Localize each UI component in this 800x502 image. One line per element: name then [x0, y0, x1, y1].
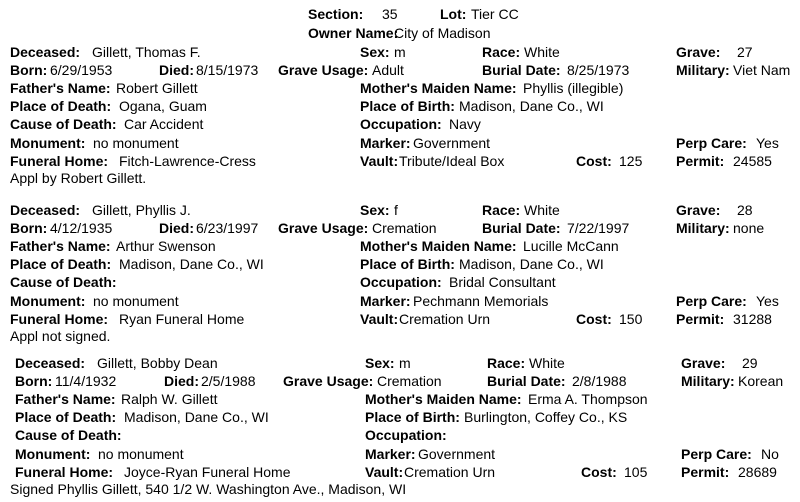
vault-value: Tribute/Ideal Box [399, 153, 505, 169]
place-of-death-value: Madison, Dane Co., WI [119, 256, 264, 272]
marker-value: Pechmann Memorials [413, 293, 549, 309]
died-value: 6/23/1997 [196, 220, 259, 236]
born-value: 11/4/1932 [55, 373, 117, 389]
place-of-birth-value: Burlington, Coffey Co., KS [464, 409, 628, 425]
sex-label: Sex: [365, 355, 395, 371]
monument-label: Monument: [15, 446, 91, 462]
place-of-birth-label: Place of Birth: [360, 98, 455, 114]
vault-label: Vault: [365, 464, 404, 480]
deceased-label: Deceased: [15, 355, 86, 371]
section-label: Section: [308, 6, 364, 22]
grave-usage-label: Grave Usage: [278, 62, 369, 78]
cost-value: 105 [624, 464, 648, 480]
section-value: 35 [382, 6, 398, 22]
father-value: Ralph W. Gillett [121, 391, 218, 407]
military-label: Military: [676, 62, 730, 78]
vault-value: Cremation Urn [399, 311, 491, 327]
race-label: Race: [482, 202, 521, 218]
father-label: Father's Name: [10, 80, 111, 96]
grave-label: Grave: [681, 355, 726, 371]
monument-label: Monument: [10, 135, 86, 151]
burial-date-value: 2/8/1988 [572, 373, 627, 389]
died-label: Died: [159, 220, 194, 236]
place-of-death-label: Place of Death: [10, 98, 112, 114]
military-value: none [733, 220, 765, 236]
place-of-death-value: Madison, Dane Co., WI [124, 409, 269, 425]
place-of-birth-value: Madison, Dane Co., WI [459, 98, 604, 114]
funeral-home-label: Funeral Home: [10, 311, 109, 327]
race-value: White [524, 202, 560, 218]
funeral-home-label: Funeral Home: [10, 153, 109, 169]
born-value: 6/29/1953 [50, 62, 113, 78]
record-note: Signed Phyllis Gillett, 540 1/2 W. Washington Ave., Madison, WI [10, 481, 407, 497]
died-value: 8/15/1973 [196, 62, 259, 78]
perp-care-label: Perp Care: [676, 135, 747, 151]
burial-date-label: Burial Date: [482, 62, 561, 78]
father-label: Father's Name: [15, 391, 116, 407]
monument-value: no monument [93, 293, 179, 309]
occupation-value: Bridal Consultant [449, 274, 556, 290]
race-label: Race: [482, 44, 521, 60]
monument-value: no monument [98, 446, 184, 462]
mother-label: Mother's Maiden Name: [365, 391, 522, 407]
father-value: Arthur Swenson [116, 238, 216, 254]
place-of-death-value: Ogana, Guam [119, 98, 207, 114]
sex-value: f [394, 202, 398, 218]
perp-care-value: Yes [756, 135, 779, 151]
deceased-value: Gillett, Phyllis J. [92, 202, 191, 218]
father-label: Father's Name: [10, 238, 111, 254]
lot-value: Tier CC [471, 6, 519, 22]
deceased-value: Gillett, Thomas F. [92, 44, 201, 60]
died-value: 2/5/1988 [201, 373, 256, 389]
deceased-label: Deceased: [10, 44, 81, 60]
grave-usage-value: Adult [372, 62, 404, 78]
mother-label: Mother's Maiden Name: [360, 238, 517, 254]
permit-label: Permit: [676, 311, 725, 327]
military-value: Korean [738, 373, 784, 389]
grave-usage-label: Grave Usage: [283, 373, 374, 389]
mother-value: Erma A. Thompson [528, 391, 648, 407]
occupation-label: Occupation: [365, 427, 447, 443]
funeral-home-value: Joyce-Ryan Funeral Home [124, 464, 291, 480]
place-of-death-label: Place of Death: [15, 409, 117, 425]
cost-label: Cost: [576, 311, 612, 327]
sex-label: Sex: [360, 202, 390, 218]
lot-label: Lot: [440, 6, 467, 22]
cost-label: Cost: [581, 464, 617, 480]
occupation-label: Occupation: [360, 274, 442, 290]
grave-usage-label: Grave Usage: [278, 220, 369, 236]
marker-label: Marker: [365, 446, 416, 462]
deceased-label: Deceased: [10, 202, 81, 218]
mother-label: Mother's Maiden Name: [360, 80, 517, 96]
race-value: White [529, 355, 565, 371]
burial-date-label: Burial Date: [482, 220, 561, 236]
permit-label: Permit: [676, 153, 725, 169]
race-value: White [524, 44, 560, 60]
perp-care-value: Yes [756, 293, 779, 309]
funeral-home-label: Funeral Home: [15, 464, 114, 480]
grave-label: Grave: [676, 44, 721, 60]
permit-value: 24585 [733, 153, 772, 169]
grave-label: Grave: [676, 202, 721, 218]
sex-value: m [399, 355, 411, 371]
cause-of-death-label: Cause of Death: [10, 274, 117, 290]
funeral-home-value: Fitch-Lawrence-Cress [119, 153, 256, 169]
place-of-birth-label: Place of Birth: [365, 409, 460, 425]
perp-care-value: No [761, 446, 779, 462]
grave-value: 27 [737, 44, 753, 60]
burial-date-value: 7/22/1997 [567, 220, 630, 236]
died-label: Died: [164, 373, 199, 389]
sex-value: m [394, 44, 406, 60]
record-note: Appl by Robert Gillett. [10, 170, 147, 186]
marker-label: Marker: [360, 135, 411, 151]
burial-date-label: Burial Date: [487, 373, 566, 389]
mother-value: Lucille McCann [523, 238, 619, 254]
sex-label: Sex: [360, 44, 390, 60]
vault-value: Cremation Urn [404, 464, 496, 480]
grave-usage-value: Cremation [372, 220, 437, 236]
cause-of-death-label: Cause of Death: [15, 427, 122, 443]
burial-date-value: 8/25/1973 [567, 62, 630, 78]
cause-of-death-value: Car Accident [124, 116, 204, 132]
born-label: Born: [10, 62, 48, 78]
military-label: Military: [676, 220, 730, 236]
vault-label: Vault: [360, 153, 399, 169]
grave-value: 29 [742, 355, 758, 371]
cost-value: 150 [619, 311, 643, 327]
born-label: Born: [15, 373, 53, 389]
owner-label: Owner Name: [308, 25, 399, 41]
permit-value: 31288 [733, 311, 772, 327]
vault-label: Vault: [360, 311, 399, 327]
grave-value: 28 [737, 202, 753, 218]
father-value: Robert Gillett [116, 80, 198, 96]
marker-value: Government [418, 446, 496, 462]
place-of-birth-label: Place of Birth: [360, 256, 455, 272]
grave-usage-value: Cremation [377, 373, 442, 389]
cost-value: 125 [619, 153, 643, 169]
place-of-death-label: Place of Death: [10, 256, 112, 272]
monument-label: Monument: [10, 293, 86, 309]
monument-value: no monument [93, 135, 179, 151]
record-note: Appl not signed. [10, 328, 111, 344]
mother-value: Phyllis (illegible) [523, 80, 624, 96]
military-value: Viet Nam [733, 62, 791, 78]
military-label: Military: [681, 373, 735, 389]
permit-label: Permit: [681, 464, 730, 480]
marker-label: Marker: [360, 293, 411, 309]
cost-label: Cost: [576, 153, 612, 169]
perp-care-label: Perp Care: [681, 446, 752, 462]
occupation-label: Occupation: [360, 116, 442, 132]
born-value: 4/12/1935 [50, 220, 113, 236]
died-label: Died: [159, 62, 194, 78]
race-label: Race: [487, 355, 526, 371]
funeral-home-value: Ryan Funeral Home [119, 311, 245, 327]
owner-value: City of Madison [394, 25, 491, 41]
perp-care-label: Perp Care: [676, 293, 747, 309]
deceased-value: Gillett, Bobby Dean [97, 355, 218, 371]
born-label: Born: [10, 220, 48, 236]
permit-value: 28689 [738, 464, 777, 480]
place-of-birth-value: Madison, Dane Co., WI [459, 256, 604, 272]
occupation-value: Navy [449, 116, 481, 132]
cause-of-death-label: Cause of Death: [10, 116, 117, 132]
marker-value: Government [413, 135, 491, 151]
